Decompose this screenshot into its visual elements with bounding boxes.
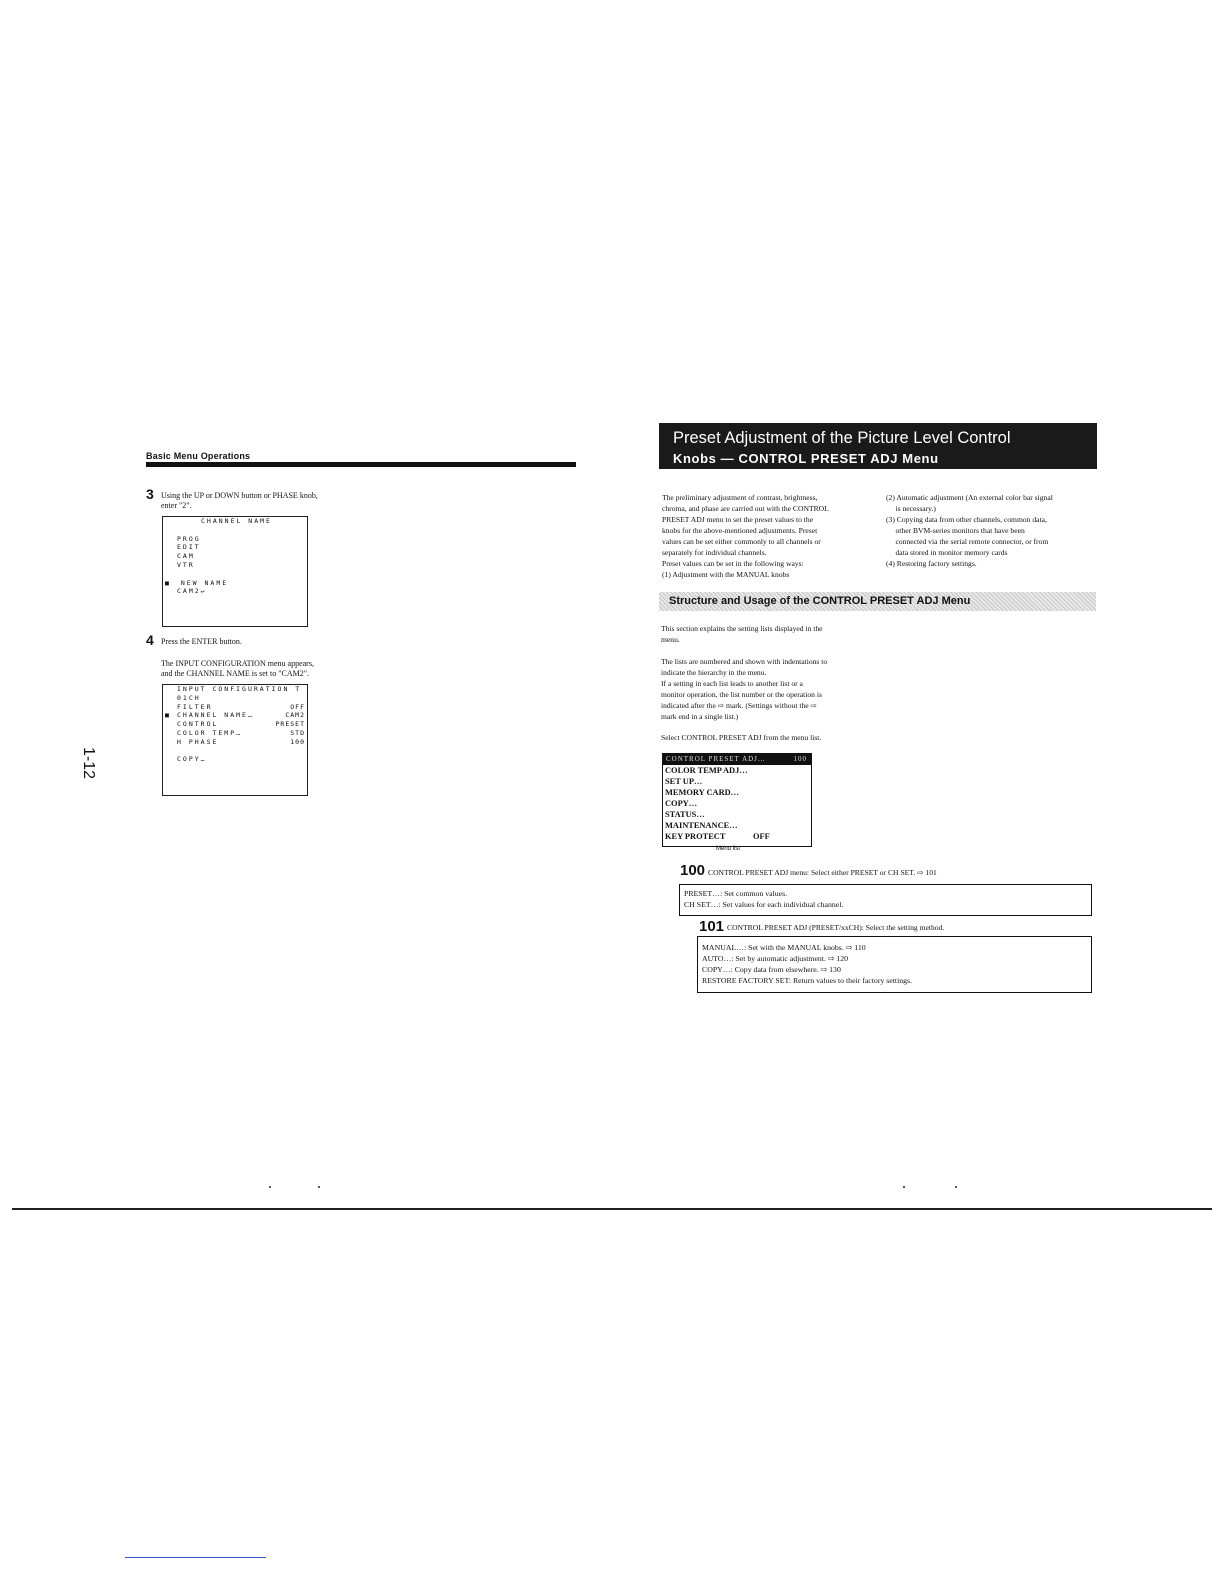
new-name-value: CAM2↵: [177, 587, 207, 596]
scan-speck: [269, 1186, 271, 1188]
intro-left: [662, 492, 882, 580]
menu-item-label: COPY…: [665, 799, 698, 808]
menu-highlight-number: 100: [793, 755, 807, 763]
list-101-line: RESTORE FACTORY SET: Return values to their factory settings.: [702, 976, 913, 985]
list-100-desc: CONTROL PRESET ADJ menu: Select either PRESET or CH SET. ⇨ 101: [708, 868, 937, 877]
step-3-text: [161, 491, 318, 511]
list-101-box: [697, 936, 1092, 993]
intro-line: other BVM-series monitors that have been: [886, 526, 1025, 535]
osd-row-label: COLOR TEMP…: [177, 728, 243, 737]
para-line: monitor operation, the list number or the operation is: [661, 690, 822, 699]
osd-row: [163, 755, 307, 764]
para-line: mark end in a single list.): [661, 712, 739, 721]
intro-line: PRESET ADJ menu to set the preset values to the: [662, 515, 814, 524]
menu-item: [663, 765, 811, 776]
step-4-note: [161, 659, 314, 679]
intro-line: Preset values can be set in the following ways:: [662, 559, 804, 568]
osd-row-value: STD: [290, 728, 305, 737]
osd-row: [163, 747, 307, 756]
menu-list: [662, 753, 812, 847]
list-101-number: 101: [699, 918, 725, 935]
osd-line: EDIT: [177, 543, 201, 552]
menu-item-value: OFF: [753, 832, 770, 841]
menu-item-label: MEMORY CARD…: [665, 788, 740, 797]
osd-row: [163, 720, 307, 729]
cursor-marker: ■: [165, 578, 171, 587]
menu-caption: Menu list: [716, 846, 741, 852]
intro-line: (3) Copying data from other channels, common data,: [886, 515, 1047, 524]
osd-line: CAM: [177, 552, 195, 561]
osd-row-value: 100: [290, 737, 305, 746]
osd-row-label: CONTROL: [177, 720, 219, 729]
page-number: 1-12: [80, 746, 98, 780]
osd-row-value: CAM2: [285, 711, 305, 720]
step-4-number: 4: [146, 632, 154, 648]
intro-line: chroma, and phase are carried out with the CONTROL: [662, 504, 829, 513]
intro-line: values can be set either commonly to all channels or: [662, 537, 821, 546]
intro-line: (4) Restoring factory settings.: [886, 559, 977, 568]
intro-line: (2) Automatic adjustment (An external color bar signal: [886, 493, 1053, 502]
section-header: Basic Menu Operations: [146, 451, 251, 461]
osd-row: [163, 729, 307, 738]
new-name-label: NEW NAME: [180, 578, 229, 587]
subhead-text: Structure and Usage of the CONTROL PRESET ADJ Menu: [669, 595, 971, 607]
intro-right: [886, 492, 1098, 569]
osd-title: INPUT CONFIGURATION T: [177, 685, 302, 693]
menu-item-label: SET UP…: [665, 777, 703, 786]
para-line: menu.: [661, 635, 680, 644]
menu-item-label: MAINTENANCE…: [665, 821, 738, 830]
intro-line: is necessary.): [886, 504, 936, 513]
osd-channel-name: [162, 516, 308, 627]
osd-row: [163, 694, 307, 703]
list-101-line: COPY…: Copy data from elsewhere. ⇨ 130: [702, 965, 841, 974]
intro-line: connected via the serial remote connector, or from: [886, 537, 1049, 546]
list-100-line: PRESET…: Set common values.: [684, 889, 788, 898]
para-line: The lists are numbered and shown with indentations to: [661, 657, 828, 666]
menu-item-label: COLOR TEMP ADJ…: [665, 766, 748, 775]
footer-link-underline: [125, 1557, 266, 1558]
menu-item: [663, 798, 811, 809]
list-100-line: CH SET…: Set values for each individual channel.: [684, 900, 844, 909]
osd-row-value: PRESET: [275, 720, 305, 729]
osd-row: [163, 738, 307, 747]
intro-line: separately for individual channels.: [662, 548, 767, 557]
scan-speck: [955, 1186, 957, 1188]
osd-row: [163, 703, 307, 712]
list-101-line: MANUAL…: Set with the MANUAL knobs. ⇨ 110: [702, 943, 866, 952]
intro-line: data stored in monitor memory cards: [886, 548, 1008, 557]
osd-title: CHANNEL NAME: [201, 517, 272, 525]
para-line: If a setting in each list leads to another list or a: [661, 679, 803, 688]
step-3-line-2: enter "2".: [161, 501, 192, 510]
menu-item: [663, 787, 811, 798]
list-100-box: [679, 884, 1092, 916]
list-100-number: 100: [680, 862, 706, 879]
title-banner: [659, 423, 1097, 469]
page-title: Preset Adjustment of the Picture Level Control: [673, 429, 1011, 447]
intro-line: knobs for the above-mentioned adjustments. Preset: [662, 526, 818, 535]
menu-highlight-row: [663, 754, 811, 765]
menu-highlight-label: CONTROL PRESET ADJ…: [666, 755, 766, 763]
intro-line: (1) Adjustment with the MANUAL knobs: [662, 570, 790, 579]
step-3-number: 3: [146, 486, 154, 502]
cursor-marker: ■: [165, 711, 171, 720]
osd-row-label: CHANNEL NAME…: [177, 711, 254, 720]
step-4-note-line-2: and the CHANNEL NAME is set to "CAM2".: [161, 669, 310, 678]
menu-item: [663, 809, 811, 820]
page-bottom-rule: [12, 1208, 1212, 1210]
menu-item: [663, 776, 811, 787]
para-line: indicate the hierarchy in the menu.: [661, 668, 767, 677]
list-101-line: AUTO…: Set by automatic adjustment. ⇨ 120: [702, 954, 849, 963]
step-4-text: Press the ENTER button.: [161, 637, 242, 646]
para-2: [661, 656, 876, 722]
list-101-desc: CONTROL PRESET ADJ (PRESET/xxCH): Select the setting method.: [727, 923, 945, 932]
osd-row-label: H PHASE: [177, 737, 219, 746]
step-4-note-line-1: The INPUT CONFIGURATION menu appears,: [161, 659, 314, 668]
intro-line: The preliminary adjustment of contrast, brightness,: [662, 493, 818, 502]
para-3: Select CONTROL PRESET ADJ from the menu list.: [661, 733, 822, 742]
scan-speck: [903, 1186, 905, 1188]
osd-row-value: OFF: [290, 702, 305, 711]
osd-line: PROG: [177, 534, 201, 543]
osd-row-label: FILTER: [177, 702, 213, 711]
menu-item-label: STATUS…: [665, 810, 705, 819]
step-3-line-1: Using the UP or DOWN button or PHASE knob,: [161, 491, 318, 500]
menu-item-label: KEY PROTECT: [665, 832, 726, 841]
osd-input-configuration: [162, 684, 308, 796]
menu-item: [663, 831, 811, 842]
para-line: indicated after the ⇨ mark. (Settings without the ⇨: [661, 701, 817, 710]
scan-speck: [318, 1186, 320, 1188]
section-rule: [146, 462, 576, 467]
para-1: [661, 623, 871, 645]
para-line: This section explains the setting lists displayed in the: [661, 624, 823, 633]
subhead-banner: [659, 592, 1096, 611]
osd-row: [163, 711, 307, 720]
osd-new-name-row: [163, 579, 307, 588]
osd-row-label: COPY…: [177, 755, 207, 764]
page-subtitle: Knobs — CONTROL PRESET ADJ Menu: [673, 451, 939, 466]
osd-line: VTR: [177, 560, 195, 569]
menu-item: [663, 820, 811, 831]
osd-row-label: 01CH: [177, 693, 201, 702]
